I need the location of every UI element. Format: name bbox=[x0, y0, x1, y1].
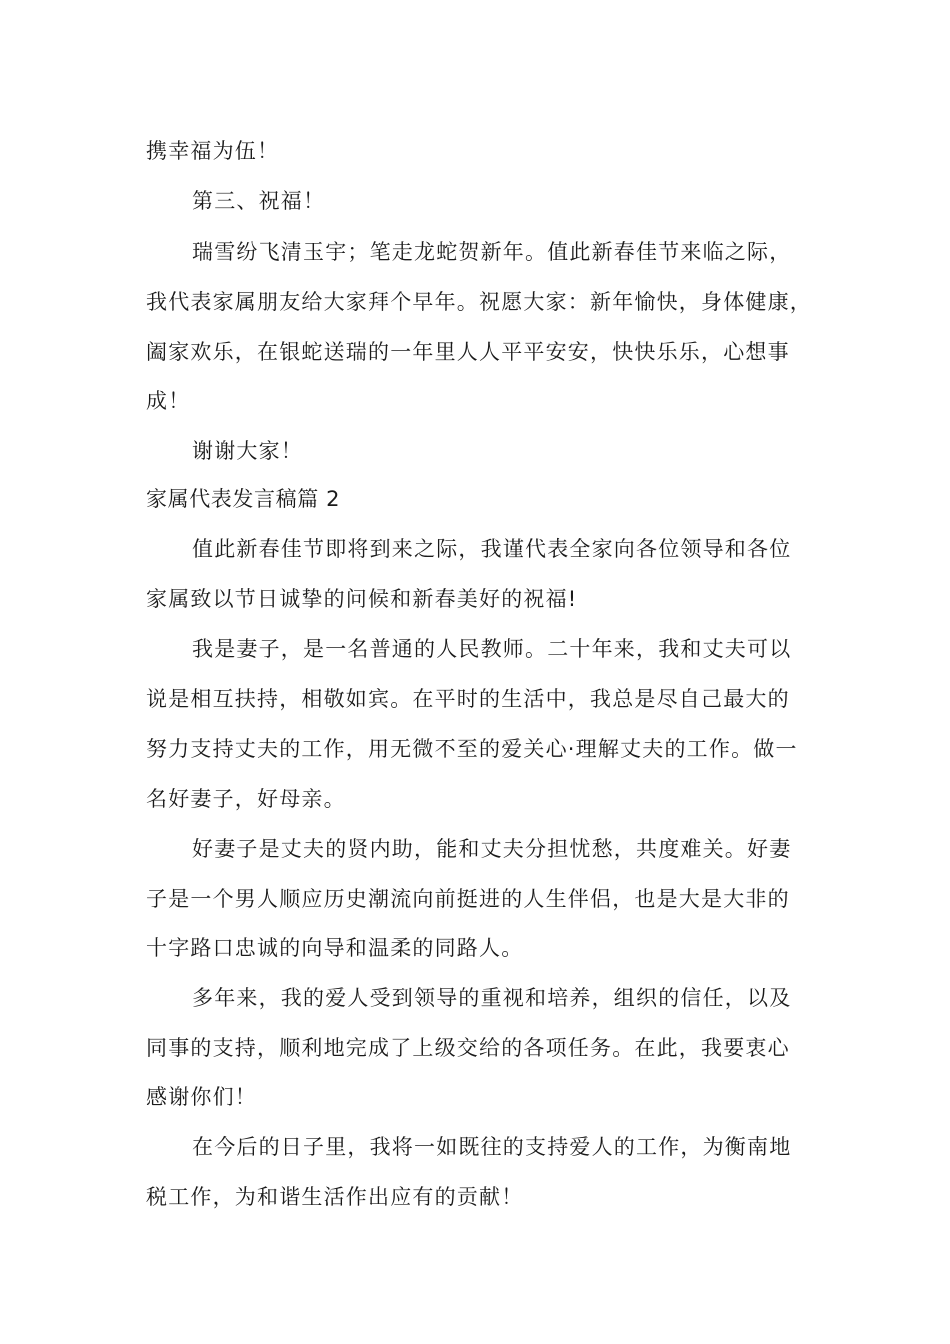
text-line: 谢谢大家！ bbox=[192, 439, 303, 463]
section-heading: 第三、祝福！ bbox=[192, 189, 326, 213]
text-line: 瑞雪纷飞清玉宇；笔走龙蛇贺新年。值此新春佳节来临之际， bbox=[192, 240, 792, 264]
text-line: 多年来，我的爱人受到领导的重视和培养，组织的信任，以及 bbox=[192, 986, 792, 1010]
text-line: 家属致以节日诚挚的问候和新春美好的祝福! bbox=[146, 587, 578, 611]
text-line: 成！ bbox=[146, 389, 191, 413]
text-line: 阖家欢乐，在银蛇送瑞的一年里人人平平安安，快快乐乐，心想事 bbox=[146, 340, 790, 364]
text-line: 名好妻子，好母亲。 bbox=[146, 787, 346, 811]
article-title: 家属代表发言稿篇 2 bbox=[146, 487, 341, 511]
text-line: 感谢你们！ bbox=[146, 1085, 257, 1109]
text-line: 说是相互扶持，相敬如宾。在平时的生活中，我总是尽自己最大的 bbox=[146, 687, 790, 711]
text-line: 好妻子是丈夫的贤内助，能和丈夫分担忧愁，共度难关。好妻 bbox=[192, 837, 792, 861]
text-line: 我是妻子，是一名普通的人民教师。二十年来，我和丈夫可以 bbox=[192, 637, 792, 661]
text-line: 我代表家属朋友给大家拜个早年。祝愿大家：新年愉快，身体健康， bbox=[146, 290, 812, 314]
text-line: 携幸福为伍！ bbox=[146, 139, 280, 163]
text-line: 十字路口忠诚的向导和温柔的同路人。 bbox=[146, 936, 524, 960]
text-line: 同事的支持，顺利地完成了上级交给的各项任务。在此，我要衷心 bbox=[146, 1036, 790, 1060]
text-line: 努力支持丈夫的工作，用无微不至的爱关心·理解丈夫的工作。做一 bbox=[146, 737, 798, 761]
text-line: 在今后的日子里，我将一如既往的支持爱人的工作，为衡南地 bbox=[192, 1135, 792, 1159]
text-line: 子是一个男人顺应历史潮流向前挺进的人生伴侣，也是大是大非的 bbox=[146, 887, 790, 911]
text-line: 值此新春佳节即将到来之际，我谨代表全家向各位领导和各位 bbox=[192, 537, 792, 561]
text-line: 税工作，为和谐生活作出应有的贡献！ bbox=[146, 1185, 524, 1209]
